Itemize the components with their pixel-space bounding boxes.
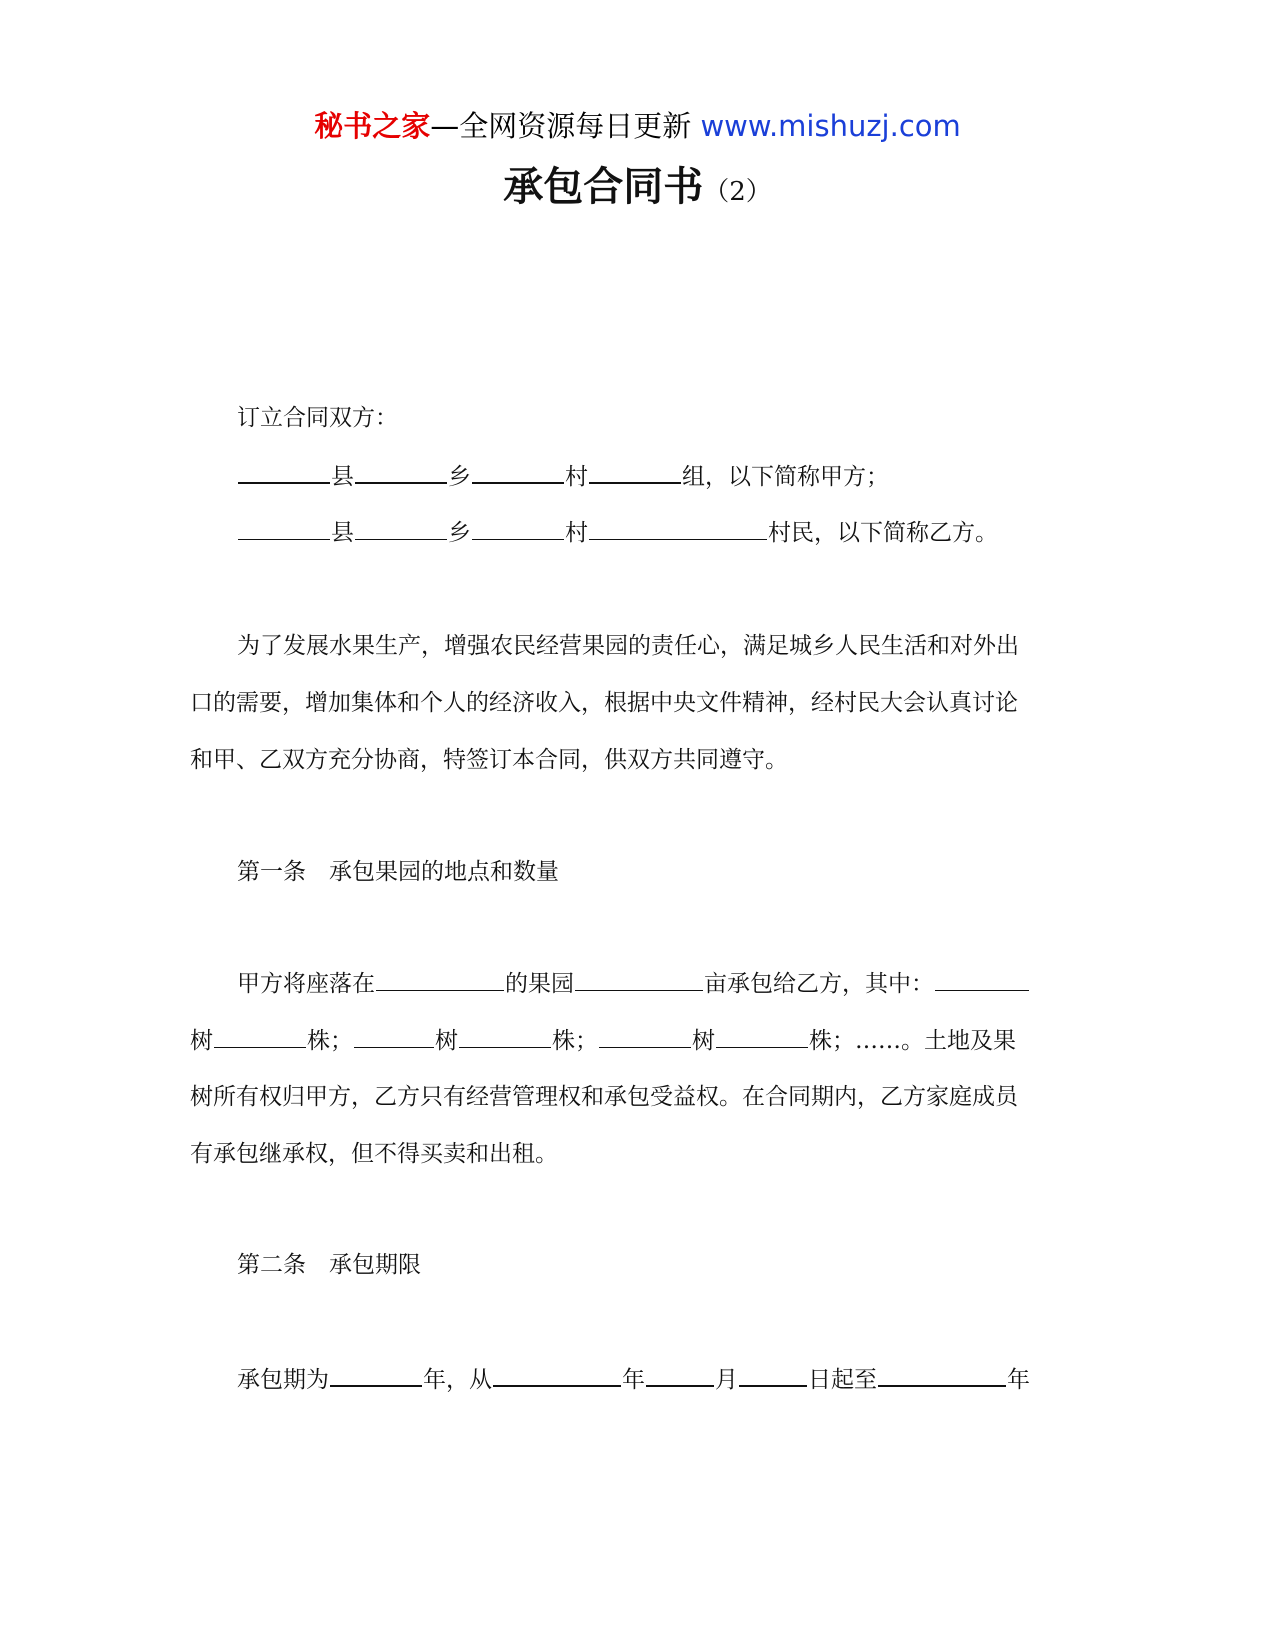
party-b-w3: 村 [565, 520, 588, 546]
blank-field [376, 968, 504, 991]
blank-field [214, 1025, 306, 1048]
blank-field [330, 1363, 422, 1387]
site-brand: 秘书之家 [314, 109, 431, 143]
party-b-w2: 乡 [448, 520, 471, 546]
article-2-heading: 第二条 承包期限 [237, 1252, 421, 1278]
blank-field [599, 1025, 691, 1048]
site-tagline: —全网资源每日更新 [430, 109, 692, 143]
a2-a: 承包期为 [237, 1367, 329, 1393]
site-header [0, 104, 1275, 145]
party-a-w1: 县 [331, 464, 354, 490]
article-1-line-1 [237, 968, 1137, 999]
blank-field [878, 1363, 1006, 1387]
blank-field [354, 1025, 434, 1048]
title-sub: （2） [703, 177, 772, 207]
blank-field [739, 1363, 807, 1387]
article-1-line-2 [190, 1025, 1090, 1056]
a1l2-c: 树 [435, 1028, 458, 1054]
site-url-link[interactable]: www.mishuzj.com [700, 109, 961, 143]
blank-field [716, 1025, 808, 1048]
blank-field [472, 517, 564, 540]
party-a-w4: 组，以下简称甲方； [682, 464, 889, 490]
blank-field [589, 517, 767, 540]
party-a-line [237, 460, 1137, 492]
party-a-w3: 村 [565, 464, 588, 490]
a1l2-b: 株； [307, 1028, 353, 1054]
a1-text-c: 亩承包给乙方，其中： [704, 971, 934, 997]
a1l2-a: 树 [190, 1028, 213, 1054]
blank-field [238, 517, 330, 540]
title-main: 承包合同书 [503, 164, 704, 210]
a2-f: 年 [1007, 1367, 1030, 1393]
blank-field [459, 1025, 551, 1048]
party-a-w2: 乡 [448, 464, 471, 490]
a2-b: 年，从 [423, 1367, 492, 1393]
article-1-line-3: 树所有权归甲方，乙方只有经营管理权和承包受益权。在合同期内，乙方家庭成员 [190, 1084, 1018, 1110]
article-1-line-4: 有承包继承权，但不得买卖和出租。 [190, 1141, 558, 1167]
a1l2-e: 树 [692, 1028, 715, 1054]
preamble-line-3: 和甲、乙双方充分协商，特签订本合同，供双方共同遵守。 [190, 747, 788, 773]
blank-field [589, 460, 681, 484]
article-2-line-1 [237, 1363, 1137, 1395]
preamble-line-1: 为了发展水果生产，增强农民经营果园的责任心，满足城乡人民生活和对外出 [237, 633, 1019, 659]
blank-field [472, 460, 564, 484]
blank-field [935, 968, 1029, 991]
a1-text-b: 的果园 [505, 971, 574, 997]
party-b-w1: 县 [331, 520, 354, 546]
document-title [0, 155, 1275, 212]
a2-c: 年 [622, 1367, 645, 1393]
a1l2-d: 株； [552, 1028, 598, 1054]
parties-intro: 订立合同双方： [237, 405, 398, 431]
a2-d: 月 [715, 1367, 738, 1393]
party-b-w4: 村民，以下简称乙方。 [768, 520, 998, 546]
blank-field [238, 460, 330, 484]
preamble-line-2: 口的需要，增加集体和个人的经济收入，根据中央文件精神，经村民大会认真讨论 [190, 690, 1018, 716]
blank-field [355, 517, 447, 540]
a2-e: 日起至 [808, 1367, 877, 1393]
blank-field [355, 460, 447, 484]
blank-field [493, 1363, 621, 1387]
blank-field [575, 968, 703, 991]
a1l2-f: 株；……。土地及果 [809, 1028, 1016, 1054]
a1-text-a: 甲方将座落在 [237, 971, 375, 997]
party-b-line [237, 517, 1137, 548]
blank-field [646, 1363, 714, 1387]
article-1-heading: 第一条 承包果园的地点和数量 [237, 859, 559, 885]
